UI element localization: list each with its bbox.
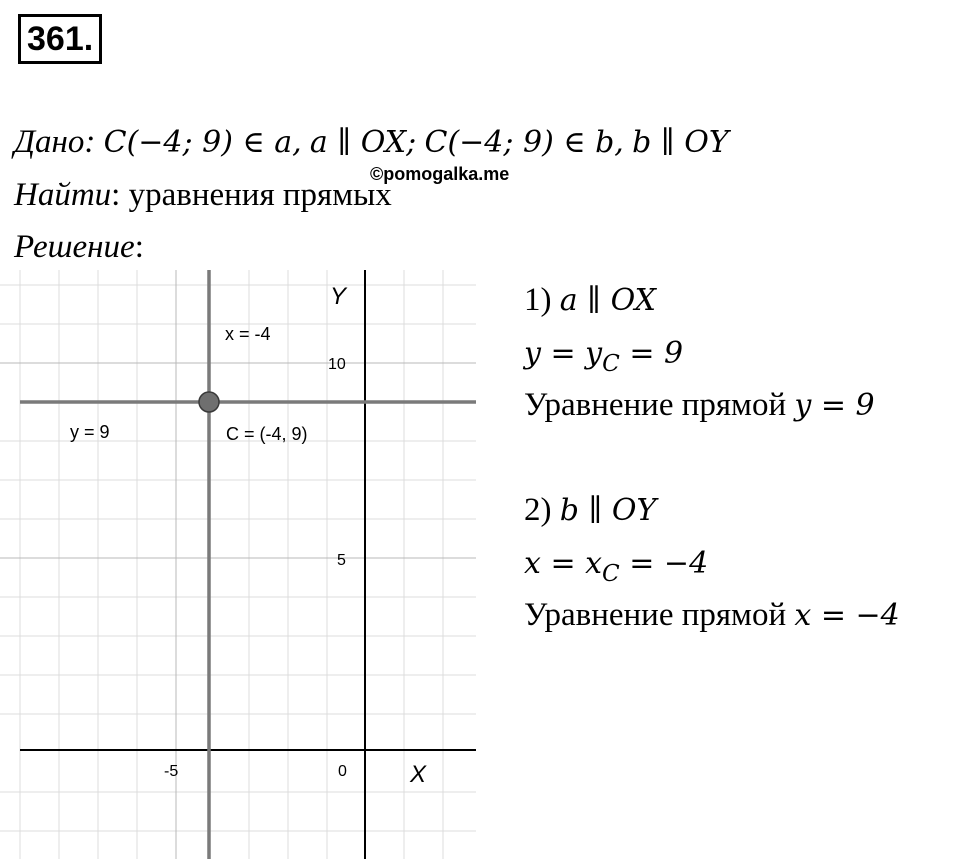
step2-eq-sub: C (602, 561, 620, 588)
find-label: Найти (14, 177, 112, 213)
step1-head-math: a ∥ OX (559, 283, 656, 318)
label-vertical-line: x = -4 (225, 324, 271, 344)
grid (0, 270, 476, 859)
label-point-c: C = (-4, 9) (226, 424, 308, 444)
step2-eq-left: x = x (524, 546, 603, 581)
step1-eq-right: = 9 (619, 336, 684, 371)
tick-y-5: 5 (337, 552, 346, 569)
given-point-b: C(−4; 9) ∈ b, (424, 125, 624, 160)
given-parallel-b: b ∥ OY (632, 125, 729, 160)
watermark: ©pomogalka.me (370, 164, 510, 184)
step1-head (524, 280, 656, 321)
step1-num: 1) (524, 282, 552, 318)
step2-result (524, 595, 900, 636)
step2-num: 2) (524, 492, 552, 528)
step2-equation (524, 543, 708, 594)
solution-line (14, 227, 144, 267)
coordinate-graph (0, 270, 490, 859)
tick-x-label: -5 (164, 763, 179, 780)
given-line (14, 122, 729, 163)
step1-equation (524, 333, 683, 384)
solution-label: Решение (14, 229, 135, 265)
point-c (199, 392, 219, 412)
step1-eq-left: y = y (524, 336, 603, 371)
step2-result-eq: x = −4 (794, 598, 900, 633)
step1-result (524, 385, 875, 426)
tick-y-10: 10 (328, 356, 346, 373)
find-line (14, 175, 392, 215)
problem-number: 361. (18, 14, 102, 64)
step2-head (524, 490, 656, 531)
given-point-a: C(−4; 9) ∈ a, (103, 125, 302, 160)
step2-result-text: Уравнение прямой (524, 597, 787, 633)
label-horizontal-line: y = 9 (70, 422, 110, 442)
step1-eq-sub: C (602, 351, 620, 378)
step2-eq-right: = −4 (619, 546, 709, 581)
major-grid (0, 270, 476, 859)
given-parallel-a: a ∥ OX; (309, 125, 417, 160)
axis-y-label: Y (330, 283, 347, 310)
solution-colon: : (134, 229, 144, 265)
axis-x-label: X (410, 761, 427, 788)
given-label: Дано: (14, 124, 96, 160)
step2-head-math: b ∥ OY (559, 493, 657, 528)
origin-label: 0 (338, 763, 347, 780)
step1-result-text: Уравнение прямой (524, 387, 787, 423)
step1-result-eq: y = 9 (794, 388, 875, 423)
find-text: : уравнения прямых (111, 177, 392, 213)
